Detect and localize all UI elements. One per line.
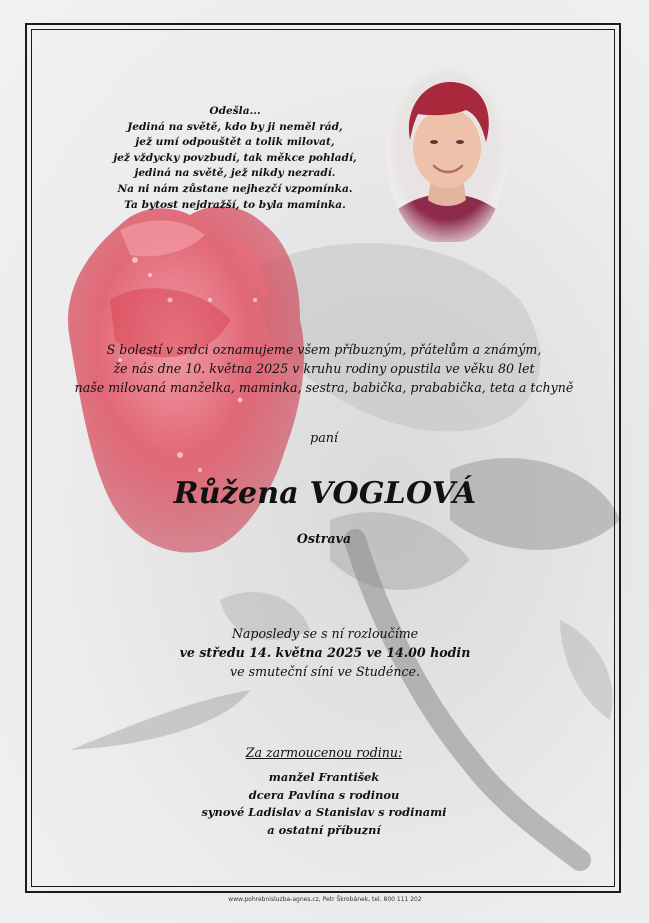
- mourner: dcera Pavlína s rodinou: [248, 787, 400, 802]
- poem-line: Jediná na světě, kdo by ji neměl rád,: [127, 120, 343, 133]
- mourners-list: [174, 744, 474, 839]
- funeral-details: [120, 624, 530, 681]
- mourner: synové Ladislav a Stanislav s rodinami: [201, 805, 447, 820]
- poem-line: jediná na světě, jež nikdy nezradí.: [134, 167, 336, 180]
- poem-line: Na ni nám zůstane nejhezčí vzpomínka.: [117, 182, 353, 195]
- farewell-intro: Naposledy se s ní rozloučíme: [231, 626, 419, 641]
- honorific: paní: [310, 430, 338, 445]
- deceased-name: Růžena VOGLOVÁ: [173, 476, 477, 511]
- hometown: Ostrava: [296, 531, 352, 546]
- memorial-poem: [110, 104, 360, 213]
- announcement-line: naše milovaná manželka, maminka, sestra, babička, prababička, teta a tchyně: [74, 380, 574, 395]
- poem-line: jež umí odpouštět a tolik milovat,: [135, 136, 335, 149]
- footer-imprint: www.pohrebnisluzba-agnes.cz, Petr Škrobánek, tel. 800 111 202: [228, 896, 422, 903]
- announcement-line: S bolestí v srdci oznamujeme všem příbuzným, přátelům a známým,: [106, 342, 542, 357]
- announcement: [64, 340, 584, 397]
- mourners-heading: Za zarmoucenou rodinu:: [245, 745, 403, 760]
- poem-line: jež vždycky povzbudí, tak měkce pohladí,: [113, 151, 357, 164]
- funeral-venue: ve smuteční síni ve Studénce.: [230, 664, 420, 679]
- announcement-line: že nás dne 10. května 2025 v kruhu rodiny opustila ve věku 80 let: [113, 361, 535, 376]
- mourner: a ostatní příbuzní: [267, 822, 381, 837]
- mourner: manžel František: [268, 770, 380, 785]
- poem-line: Ta bytost nejdražší, to byla maminka.: [124, 198, 346, 211]
- deceased-portrait: [386, 70, 508, 242]
- poem-line: Odešla...: [209, 105, 261, 117]
- funeral-date: ve středu 14. května 2025 ve 14.00 hodin: [179, 645, 471, 660]
